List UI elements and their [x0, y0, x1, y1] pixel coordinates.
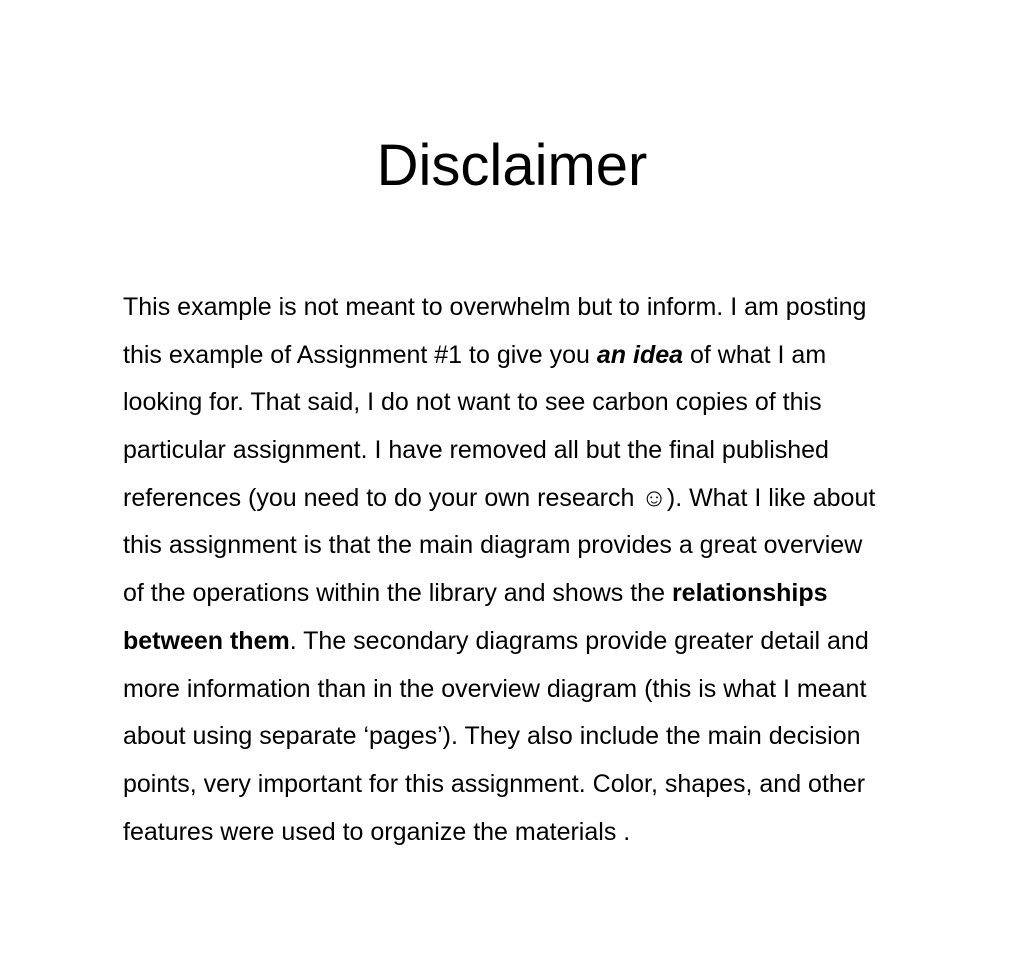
page-title: Disclaimer — [376, 133, 648, 198]
paragraph-text: this example of Assignment #1 to give you — [123, 340, 597, 369]
paragraph-line-10: about using separate ‘pages’). They also include the main decision — [123, 722, 861, 751]
paragraph-line-5: references (you need to do your own research ☺). What I like about — [123, 483, 876, 512]
paragraph-line-9: more information than in the overview diagram (this is what I meant — [123, 674, 867, 703]
paragraph-line-3: looking for. That said, I do not want to see carbon copies of this — [123, 388, 822, 417]
paragraph-line-8 — [123, 618, 943, 666]
disclaimer-paragraph — [123, 284, 943, 856]
paragraph-line-2 — [123, 332, 943, 380]
paragraph-line-11: points, very important for this assignment. Color, shapes, and other — [123, 769, 866, 798]
emphasis-an-idea: an idea — [596, 340, 684, 369]
paragraph-line-6: this assignment is that the main diagram provides a great overview — [123, 531, 863, 560]
bold-between-them: between them — [123, 626, 290, 655]
paragraph-line-4: particular assignment. I have removed all but the final published — [123, 436, 829, 465]
paragraph-line-7 — [123, 570, 943, 618]
bold-relationships: relationships — [671, 579, 828, 608]
paragraph-line-1: This example is not meant to overwhelm but to inform. I am posting — [123, 293, 867, 321]
paragraph-text: of the operations within the library and shows the — [123, 579, 672, 608]
paragraph-text: of what I am — [683, 340, 827, 369]
paragraph-text: . The secondary diagrams provide greater detail and — [289, 626, 869, 655]
paragraph-line-12: features were used to organize the materials . — [123, 817, 631, 846]
